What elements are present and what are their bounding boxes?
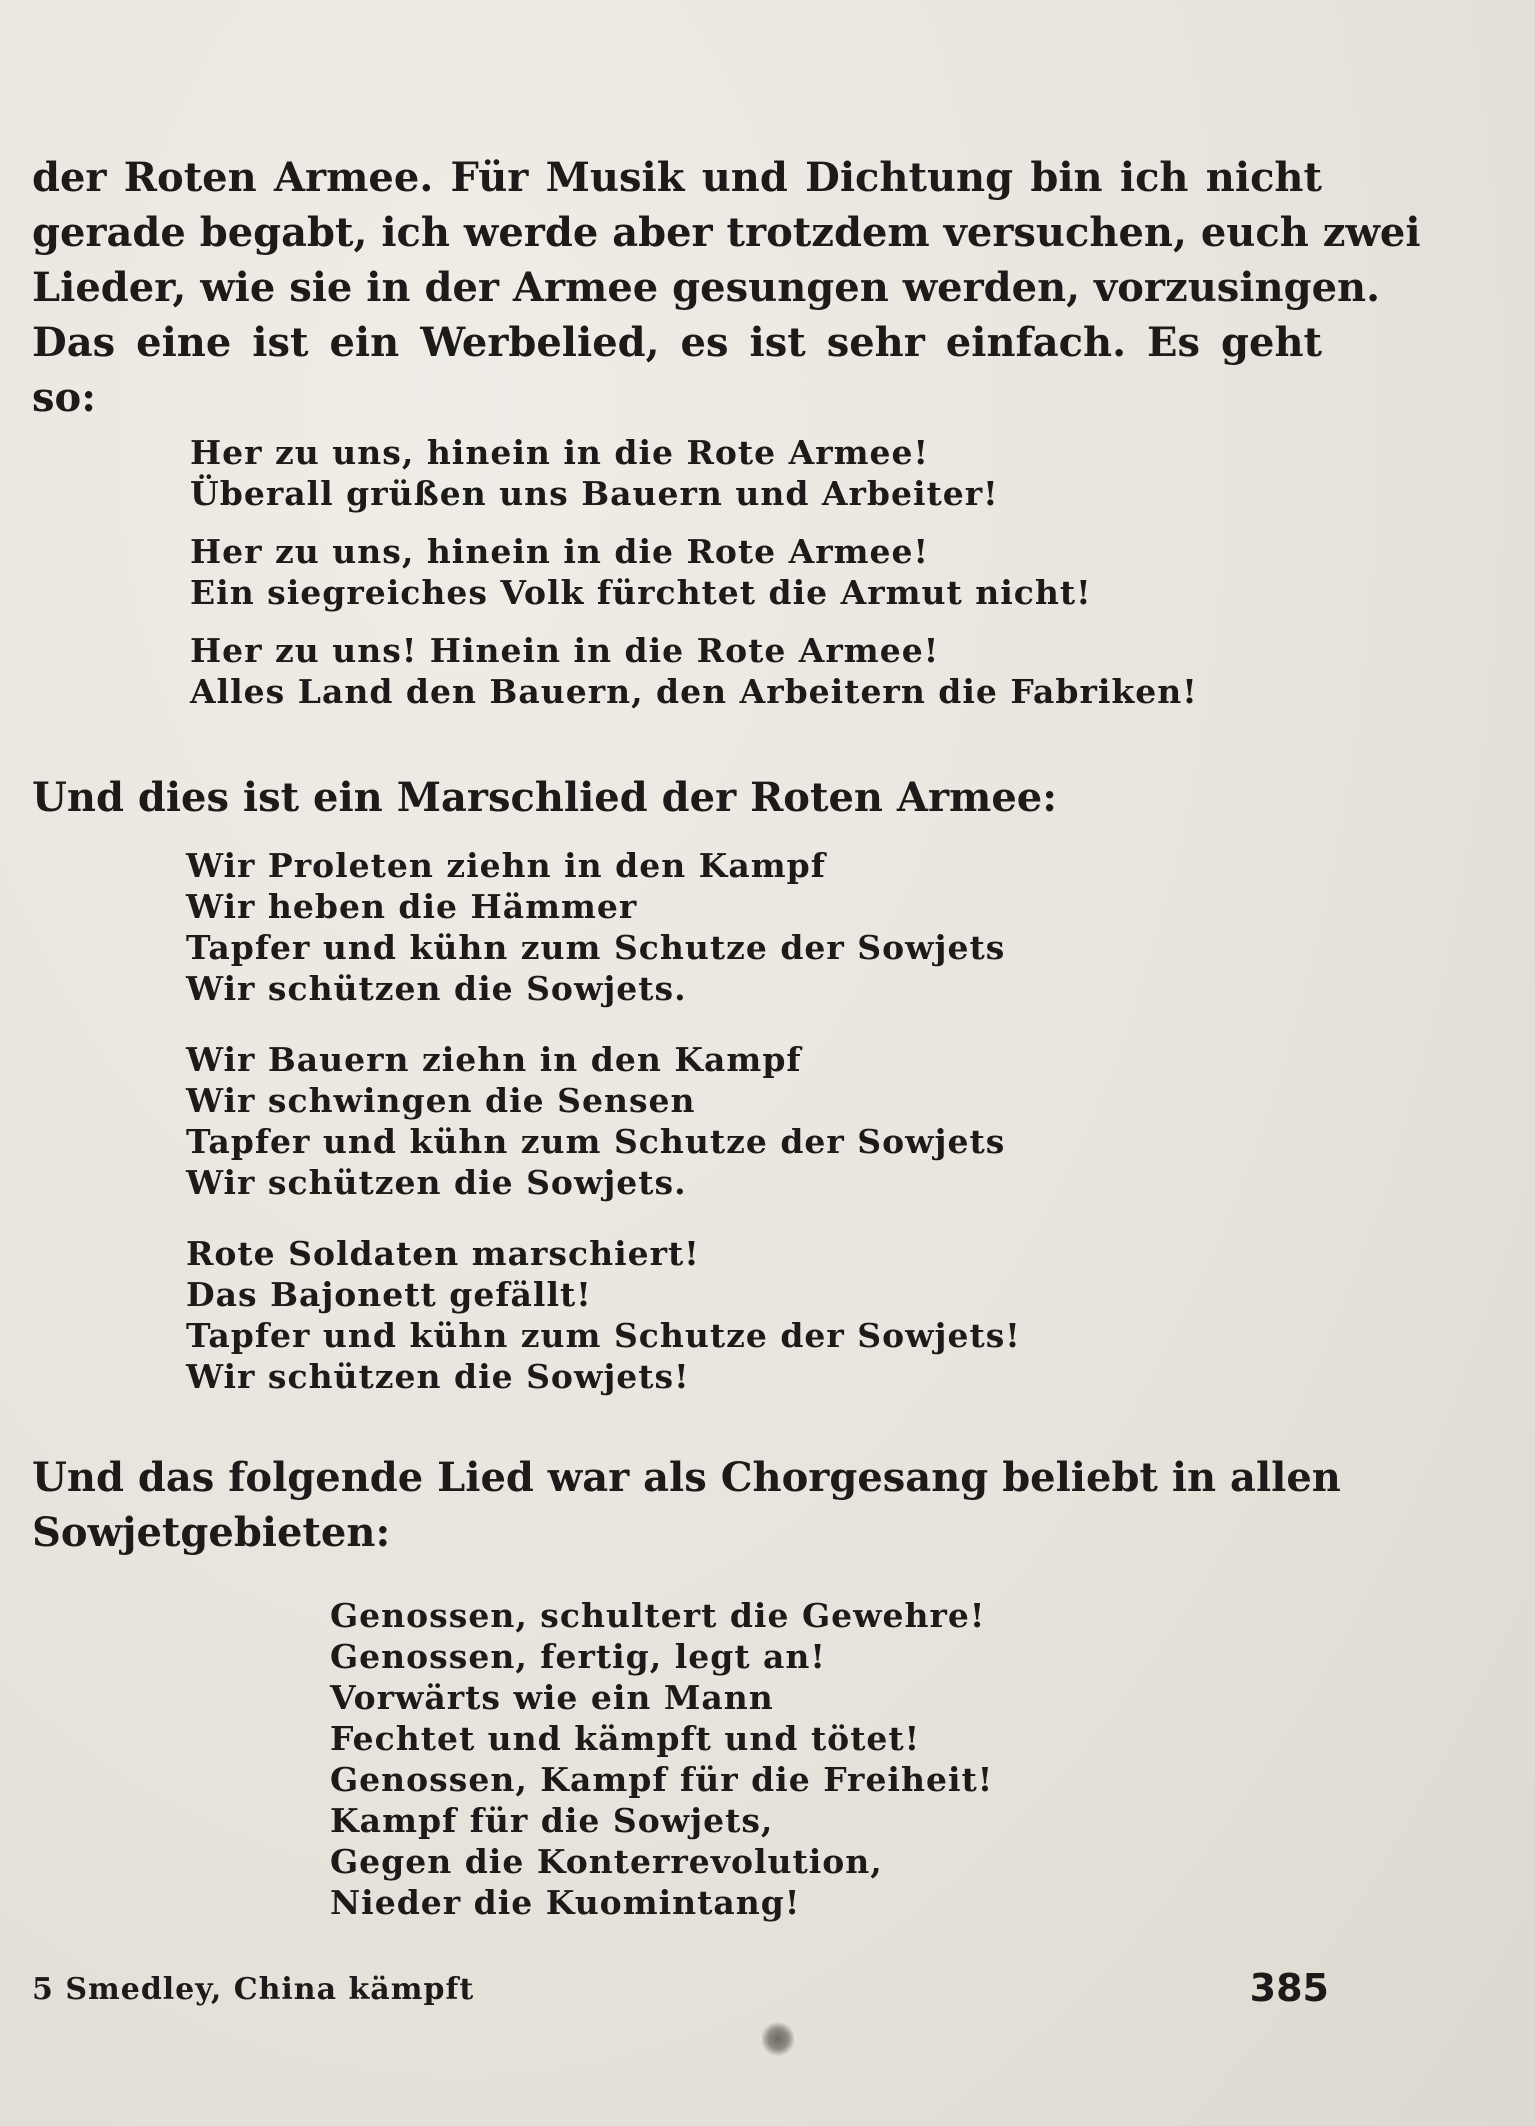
verse-line: Nieder die Kuomintang!	[330, 1883, 801, 1922]
verse-line: Tapfer und kühn zum Schutze der Sowjets	[186, 1122, 1006, 1161]
verse-line: Vorwärts wie ein Mann	[330, 1678, 774, 1717]
paragraph-march-intro	[32, 770, 1322, 825]
song-recruiting	[190, 432, 1198, 712]
verse-line: Fechtet und kämpft und tötet!	[330, 1719, 921, 1758]
paragraph-chorus-intro	[32, 1450, 1341, 1560]
verse-line: Rote Soldaten marschiert!	[186, 1234, 700, 1273]
verse-line: Genossen, fertig, legt an!	[330, 1637, 826, 1676]
verse-line: Kampf für die Sowjets,	[330, 1801, 774, 1840]
stanza	[190, 531, 1198, 613]
stanza	[186, 1039, 1021, 1203]
verse-line: Wir schützen die Sowjets!	[186, 1357, 690, 1396]
verse-line: Ein siegreiches Volk fürchtet die Armut nicht!	[190, 573, 1092, 612]
song-chorus	[330, 1595, 993, 1923]
stanza	[190, 630, 1198, 712]
text-line: Und dies ist ein Marschlied der Roten Armee:	[32, 774, 1058, 821]
text-line: Und das folgende Lied war als Chorgesang beliebt in allen	[32, 1454, 1341, 1501]
stanza	[190, 432, 1198, 514]
verse-line: Wir Proleten ziehn in den Kampf	[186, 846, 826, 885]
verse-line: Genossen, Kampf für die Freiheit!	[330, 1760, 994, 1799]
verse-line: Tapfer und kühn zum Schutze der Sowjets!	[186, 1316, 1021, 1355]
verse-line: Alles Land den Bauern, den Arbeitern die Fabriken!	[190, 672, 1198, 711]
verse-line: Das Bajonett gefällt!	[186, 1275, 592, 1314]
verse-line: Wir schwingen die Sensen	[186, 1081, 696, 1120]
paragraph-intro	[32, 150, 1421, 425]
text-line: der Roten Armee. Für Musik und Dichtung bin ich nicht	[32, 154, 1322, 201]
stanza	[186, 1233, 1021, 1397]
text-line: Lieder, wie sie in der Armee gesungen werden, vorzusingen.	[32, 264, 1381, 311]
verse-line: Gegen die Konterrevolution,	[330, 1842, 883, 1881]
text-line: Das eine ist ein Werbelied, es ist sehr einfach. Es geht	[32, 319, 1322, 366]
verse-line: Genossen, schultert die Gewehre!	[330, 1596, 986, 1635]
verse-line: Her zu uns, hinein in die Rote Armee!	[190, 532, 930, 571]
stanza	[186, 845, 1021, 1009]
verse-line: Tapfer und kühn zum Schutze der Sowjets	[186, 928, 1006, 967]
stanza	[330, 1595, 993, 1923]
verse-line: Wir schützen die Sowjets.	[186, 969, 687, 1008]
text-line: gerade begabt, ich werde aber trotzdem versuchen, euch zwei	[32, 209, 1421, 256]
verse-line: Überall grüßen uns Bauern und Arbeiter!	[190, 474, 999, 513]
song-march	[186, 845, 1021, 1397]
signature-mark: 5 Smedley, China kämpft	[32, 1972, 475, 2007]
verse-line: Wir heben die Hämmer	[186, 887, 638, 926]
verse-line: Wir schützen die Sowjets.	[186, 1163, 687, 1202]
ink-smudge	[762, 2020, 794, 2058]
text-line: Sowjetgebieten:	[32, 1509, 391, 1556]
verse-line: Wir Bauern ziehn in den Kampf	[186, 1040, 802, 1079]
verse-line: Her zu uns! Hinein in die Rote Armee!	[190, 631, 940, 670]
page-number: 385	[1249, 1966, 1329, 2010]
verse-line: Her zu uns, hinein in die Rote Armee!	[190, 433, 930, 472]
text-line: so:	[32, 374, 96, 421]
